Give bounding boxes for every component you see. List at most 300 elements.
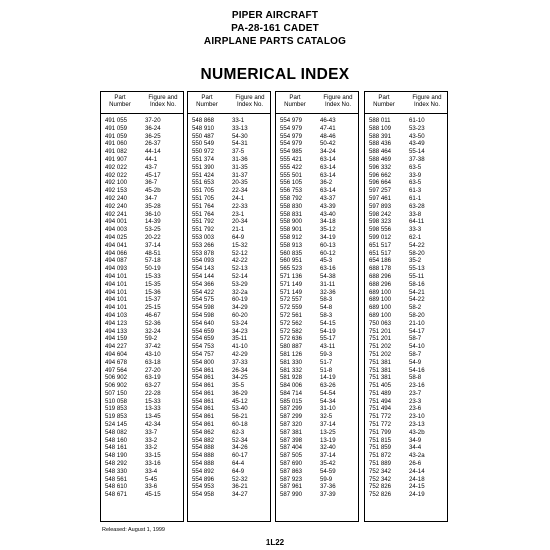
figure-index: 24-18 — [409, 475, 425, 483]
part-number: 554 144 — [192, 272, 215, 280]
part-number: 554 659 — [192, 335, 215, 343]
part-number: 751 799 — [369, 428, 392, 436]
table-row — [101, 257, 183, 265]
part-number: 491 055 — [105, 117, 128, 124]
figure-header-line2: Index No. — [413, 100, 441, 108]
figure-index: 36-7 — [145, 179, 158, 187]
table-row — [365, 382, 447, 390]
table-row — [365, 140, 447, 148]
figure-index: 26-34 — [232, 366, 248, 374]
part-number: 551 653 — [192, 179, 215, 187]
figure-index: 14-39 — [145, 218, 161, 226]
table-row — [276, 226, 358, 234]
figure-index: 58-16 — [409, 280, 425, 288]
table-row — [276, 452, 358, 460]
part-number: 556 753 — [280, 187, 303, 195]
part-number: 494 159 — [105, 335, 128, 343]
part-number: 587 961 — [280, 483, 303, 491]
table-row — [276, 390, 358, 398]
table-row — [276, 405, 358, 413]
figure-index: 63-14 — [320, 163, 336, 171]
figure-index: 55-17 — [320, 335, 336, 343]
table-row — [101, 421, 183, 429]
part-number: 584 714 — [280, 389, 303, 397]
table-row — [276, 476, 358, 484]
part-number: 507 150 — [105, 389, 128, 397]
table-row — [188, 296, 270, 304]
table-row — [188, 452, 270, 460]
part-number: 554 888 — [192, 444, 215, 452]
part-number: 565 523 — [280, 265, 303, 273]
part-number: 558 831 — [280, 210, 303, 218]
figure-index: 31-37 — [232, 171, 248, 179]
table-row — [101, 468, 183, 476]
figure-index: 52-34 — [232, 436, 248, 444]
figure-index: 15-33 — [145, 272, 161, 280]
table-row — [276, 187, 358, 195]
part-number: 554 861 — [192, 389, 215, 397]
figure-index: 54-54 — [320, 389, 336, 397]
figure-index: 48-51 — [145, 249, 161, 257]
part-number: 751 494 — [369, 405, 392, 413]
table-row — [188, 421, 270, 429]
figure-index: 46-67 — [145, 311, 161, 319]
part-number: 558 912 — [280, 233, 303, 241]
figure-index: 53-29 — [232, 280, 248, 288]
table-row — [101, 179, 183, 187]
figure-index: 54-30 — [232, 132, 248, 140]
figure-index: 13-33 — [145, 405, 161, 413]
figure-index: 32-36 — [320, 288, 336, 296]
table-row — [276, 273, 358, 281]
table-row — [365, 218, 447, 226]
part-number: 558 901 — [280, 226, 303, 234]
figure-index: 52-36 — [145, 319, 161, 327]
table-row — [365, 257, 447, 265]
part-number: 599 012 — [369, 233, 392, 241]
figure-index: 22-33 — [232, 202, 248, 210]
figure-index: 52-32 — [232, 475, 248, 483]
part-number: 688 296 — [369, 272, 392, 280]
index-rows — [365, 117, 447, 499]
part-number: 556 105 — [280, 179, 303, 187]
part-number: 751 405 — [369, 382, 392, 390]
part-number: 752 826 — [369, 491, 392, 499]
figure-index: 34-27 — [232, 491, 248, 499]
figure-index: 41-10 — [232, 343, 248, 351]
table-row — [276, 304, 358, 312]
part-number: 587 863 — [280, 467, 303, 475]
figure-index: 63-5 — [409, 179, 422, 187]
table-row — [365, 156, 447, 164]
part-number: 752 342 — [369, 475, 392, 483]
figure-index: 56-21 — [232, 413, 248, 421]
table-row — [365, 413, 447, 421]
part-number: 551 764 — [192, 202, 215, 210]
table-row — [188, 117, 270, 125]
figure-index: 31-36 — [232, 155, 248, 163]
figure-index: 33-6 — [145, 483, 158, 491]
table-row — [365, 437, 447, 445]
part-number: 587 299 — [280, 405, 303, 413]
part-number: 548 161 — [105, 444, 128, 452]
part-number: 751 381 — [369, 366, 392, 374]
part-number: 580 887 — [280, 343, 303, 351]
part-number: 494 101 — [105, 280, 128, 288]
figure-index: 37-36 — [320, 483, 336, 491]
figure-index: 43-50 — [409, 132, 425, 140]
part-number: 689 100 — [369, 311, 392, 319]
table-row — [188, 491, 270, 499]
table-row — [365, 226, 447, 234]
figure-index: 64-4 — [232, 460, 245, 468]
part-number: 550 549 — [192, 140, 215, 148]
table-row — [365, 405, 447, 413]
figure-index: 32-2a — [232, 288, 248, 296]
table-row — [188, 140, 270, 148]
part-number: 492 022 — [105, 163, 128, 171]
table-row — [188, 413, 270, 421]
table-row — [365, 343, 447, 351]
table-row — [101, 296, 183, 304]
part-number: 554 979 — [280, 140, 303, 148]
figure-index: 23-3 — [409, 397, 422, 405]
figure-index: 42-29 — [232, 350, 248, 358]
part-number: 689 100 — [369, 296, 392, 304]
part-number: 555 421 — [280, 155, 303, 163]
catalog-header-model: PA-28-161 CADET — [231, 23, 319, 34]
figure-index: 63-27 — [145, 382, 161, 390]
part-number: 491 082 — [105, 148, 128, 156]
figure-index: 51-8 — [320, 366, 333, 374]
release-date: Released: August 1, 1999 — [102, 527, 165, 533]
part-number: 548 082 — [105, 428, 128, 436]
table-row — [276, 374, 358, 382]
figure-index: 63-16 — [320, 265, 336, 273]
table-row — [101, 476, 183, 484]
catalog-header-manufacturer: PIPER AIRCRAFT — [231, 10, 319, 21]
part-number: 548 190 — [105, 452, 128, 460]
figure-index: 23-1 — [232, 210, 245, 218]
table-row — [101, 460, 183, 468]
table-row — [365, 429, 447, 437]
figure-index: 22-28 — [145, 389, 161, 397]
table-row — [365, 304, 447, 312]
part-number: 491 060 — [105, 140, 128, 148]
figure-index: 13-25 — [320, 428, 336, 436]
part-number: 554 888 — [192, 460, 215, 468]
figure-index: 20-34 — [232, 218, 248, 226]
part-number: 492 240 — [105, 194, 128, 202]
figure-index: 58-20 — [409, 249, 425, 257]
part-number: 548 910 — [192, 124, 215, 132]
table-row — [188, 265, 270, 273]
index-rows — [276, 117, 358, 499]
part-number: 554 861 — [192, 397, 215, 405]
figure-index: 47-41 — [320, 124, 336, 132]
part-number: 587 404 — [280, 444, 303, 452]
part-number: 572 636 — [280, 335, 303, 343]
table-row — [101, 359, 183, 367]
figure-index: 53-25 — [145, 226, 161, 234]
figure-index: 34-19 — [320, 233, 336, 241]
figure-index: 42-34 — [145, 421, 161, 429]
table-row — [188, 304, 270, 312]
figure-index: 27-20 — [145, 366, 161, 374]
figure-index: 36-2 — [320, 179, 333, 187]
figure-index: 54-22 — [409, 241, 425, 249]
figure-index: 33-7 — [145, 428, 158, 436]
part-number-header — [276, 95, 314, 109]
figure-index: 42-22 — [232, 257, 248, 265]
figure-index: 33-8 — [409, 210, 422, 218]
figure-index: 37-14 — [320, 452, 336, 460]
figure-index: 33-2 — [145, 436, 158, 444]
part-number: 572 559 — [280, 304, 303, 312]
part-number: 494 025 — [105, 233, 128, 241]
table-row — [188, 218, 270, 226]
table-row — [101, 172, 183, 180]
part-number: 554 882 — [192, 436, 215, 444]
figure-index: 45-17 — [145, 171, 161, 179]
figure-index: 54-16 — [409, 366, 425, 374]
table-row — [365, 179, 447, 187]
table-row — [101, 234, 183, 242]
figure-index: 20-22 — [145, 233, 161, 241]
part-number: 491 059 — [105, 132, 128, 140]
figure-header-line1: Figure and — [323, 94, 353, 101]
part-number: 560 951 — [280, 257, 303, 265]
table-row — [101, 289, 183, 297]
figure-index: 33-13 — [232, 124, 248, 132]
table-row — [276, 179, 358, 187]
part-number: 494 133 — [105, 327, 128, 335]
table-row — [101, 343, 183, 351]
table-row — [101, 218, 183, 226]
figure-index: 55-14 — [409, 148, 425, 156]
part-number: 751 202 — [369, 343, 392, 351]
part-number: 492 100 — [105, 179, 128, 187]
figure-index: 61-10 — [409, 117, 425, 124]
part-number: 554 896 — [192, 475, 215, 483]
table-row — [188, 257, 270, 265]
figure-index: 33-15 — [145, 452, 161, 460]
part-number: 548 160 — [105, 436, 128, 444]
part-number: 558 900 — [280, 218, 303, 226]
table-row — [276, 351, 358, 359]
part-number: 551 374 — [192, 155, 215, 163]
figure-index: 46-43 — [320, 117, 336, 124]
figure-index: 35-2 — [409, 257, 422, 265]
figure-index: 32-40 — [320, 444, 336, 452]
table-row — [188, 179, 270, 187]
figure-index: 35-12 — [320, 226, 336, 234]
part-number: 554 757 — [192, 350, 215, 358]
table-row — [188, 328, 270, 336]
table-row — [188, 250, 270, 258]
figure-index: 43-11 — [320, 343, 336, 351]
table-row — [365, 273, 447, 281]
part-number: 572 557 — [280, 296, 303, 304]
table-row — [276, 125, 358, 133]
table-row — [188, 187, 270, 195]
part-number: 751 772 — [369, 413, 392, 421]
index-column — [364, 91, 448, 522]
figure-index: 60-20 — [232, 311, 248, 319]
table-row — [276, 218, 358, 226]
figure-header-line1: Figure and — [412, 94, 442, 101]
table-row — [276, 328, 358, 336]
part-number: 689 100 — [369, 288, 392, 296]
part-number: 555 422 — [280, 163, 303, 171]
table-row — [101, 312, 183, 320]
part-number: 751 772 — [369, 421, 392, 429]
table-row — [101, 444, 183, 452]
part-number: 751 381 — [369, 358, 392, 366]
figure-index: 44-14 — [145, 148, 161, 156]
table-row — [101, 117, 183, 125]
part-number: 551 764 — [192, 210, 215, 218]
part-number: 554 861 — [192, 413, 215, 421]
table-row — [276, 367, 358, 375]
part-number: 751 201 — [369, 327, 392, 335]
figure-index: 54-38 — [320, 272, 336, 280]
part-number: 751 381 — [369, 374, 392, 382]
part-number: 553 878 — [192, 249, 215, 257]
part-number: 506 902 — [105, 374, 128, 382]
figure-index: 48-46 — [320, 132, 336, 140]
figure-index: 23-7 — [409, 389, 422, 397]
part-number: 497 564 — [105, 366, 128, 374]
table-row — [365, 242, 447, 250]
part-number-header — [365, 95, 403, 109]
part-number: 492 241 — [105, 210, 128, 218]
table-row — [365, 296, 447, 304]
table-row — [276, 265, 358, 273]
figure-index: 54-31 — [232, 140, 248, 148]
table-row — [188, 195, 270, 203]
table-row — [276, 421, 358, 429]
figure-index: 59-2 — [145, 335, 158, 343]
part-number: 688 296 — [369, 280, 392, 288]
table-row — [101, 413, 183, 421]
part-number: 572 562 — [280, 319, 303, 327]
part-number: 554 861 — [192, 421, 215, 429]
table-row — [101, 398, 183, 406]
figure-index: 37-20 — [145, 117, 161, 124]
figure-index: 43-2a — [409, 452, 425, 460]
part-number: 494 101 — [105, 304, 128, 312]
table-row — [101, 452, 183, 460]
figure-header-line2: Index No. — [324, 100, 352, 108]
part-number: 688 178 — [369, 265, 392, 273]
table-row — [276, 444, 358, 452]
part-number: 588 436 — [369, 140, 392, 148]
table-row — [276, 234, 358, 242]
table-row — [365, 335, 447, 343]
table-row — [188, 359, 270, 367]
part-number: 588 464 — [369, 148, 392, 156]
part-number: 585 015 — [280, 397, 303, 405]
table-row — [188, 351, 270, 359]
table-row — [365, 421, 447, 429]
table-row — [365, 367, 447, 375]
table-row — [101, 335, 183, 343]
figure-index: 24-15 — [409, 483, 425, 491]
part-number-header — [101, 95, 139, 109]
figure-index: 54-59 — [320, 467, 336, 475]
column-header — [101, 92, 183, 114]
part-number: 596 332 — [369, 163, 392, 171]
table-row — [365, 444, 447, 452]
part-number: 587 923 — [280, 475, 303, 483]
figure-index: 43-7 — [145, 163, 158, 171]
figure-index: 58-3 — [320, 296, 333, 304]
part-number: 554 888 — [192, 452, 215, 460]
table-row — [276, 148, 358, 156]
figure-index: 37-14 — [320, 421, 336, 429]
table-row — [276, 257, 358, 265]
part-header-line2: Number — [284, 100, 306, 108]
table-row — [276, 320, 358, 328]
table-row — [188, 211, 270, 219]
part-number: 554 640 — [192, 319, 215, 327]
part-header-line1: Part — [114, 94, 126, 101]
figure-index: 34-9 — [409, 436, 422, 444]
table-row — [188, 148, 270, 156]
figure-index: 34-24 — [320, 148, 336, 156]
figure-index: 63-14 — [320, 171, 336, 179]
figure-index: 60-12 — [320, 249, 336, 257]
table-row — [365, 172, 447, 180]
part-number: 491 907 — [105, 155, 128, 163]
figure-index: 54-19 — [320, 327, 336, 335]
table-row — [365, 491, 447, 499]
figure-header-line1: Figure and — [235, 94, 265, 101]
table-row — [188, 242, 270, 250]
table-row — [276, 281, 358, 289]
column-header — [365, 92, 447, 114]
figure-index: 37-5 — [232, 148, 245, 156]
table-row — [188, 156, 270, 164]
part-number: 751 889 — [369, 460, 392, 468]
figure-index: 58-2 — [409, 304, 422, 312]
figure-index: 15-37 — [145, 296, 161, 304]
part-number: 597 257 — [369, 187, 392, 195]
figure-index: 51-7 — [320, 358, 333, 366]
page-title: NUMERICAL INDEX — [200, 66, 350, 83]
part-number: 494 123 — [105, 319, 128, 327]
figure-index: 63-18 — [145, 358, 161, 366]
figure-index: 23-13 — [409, 421, 425, 429]
figure-index: 35-28 — [145, 202, 161, 210]
part-number: 554 979 — [280, 124, 303, 132]
table-row — [188, 203, 270, 211]
table-row — [101, 203, 183, 211]
figure-index: 34-25 — [232, 374, 248, 382]
figure-index: 62-3 — [232, 428, 245, 436]
part-number: 751 859 — [369, 444, 392, 452]
part-number: 494 087 — [105, 257, 128, 265]
part-number: 554 093 — [192, 257, 215, 265]
figure-index: 53-40 — [232, 405, 248, 413]
table-row — [365, 320, 447, 328]
part-number: 524 145 — [105, 421, 128, 429]
figure-index-header — [141, 95, 185, 109]
figure-index: 54-34 — [320, 397, 336, 405]
figure-index: 20-35 — [232, 179, 248, 187]
figure-index: 32-5 — [320, 413, 333, 421]
